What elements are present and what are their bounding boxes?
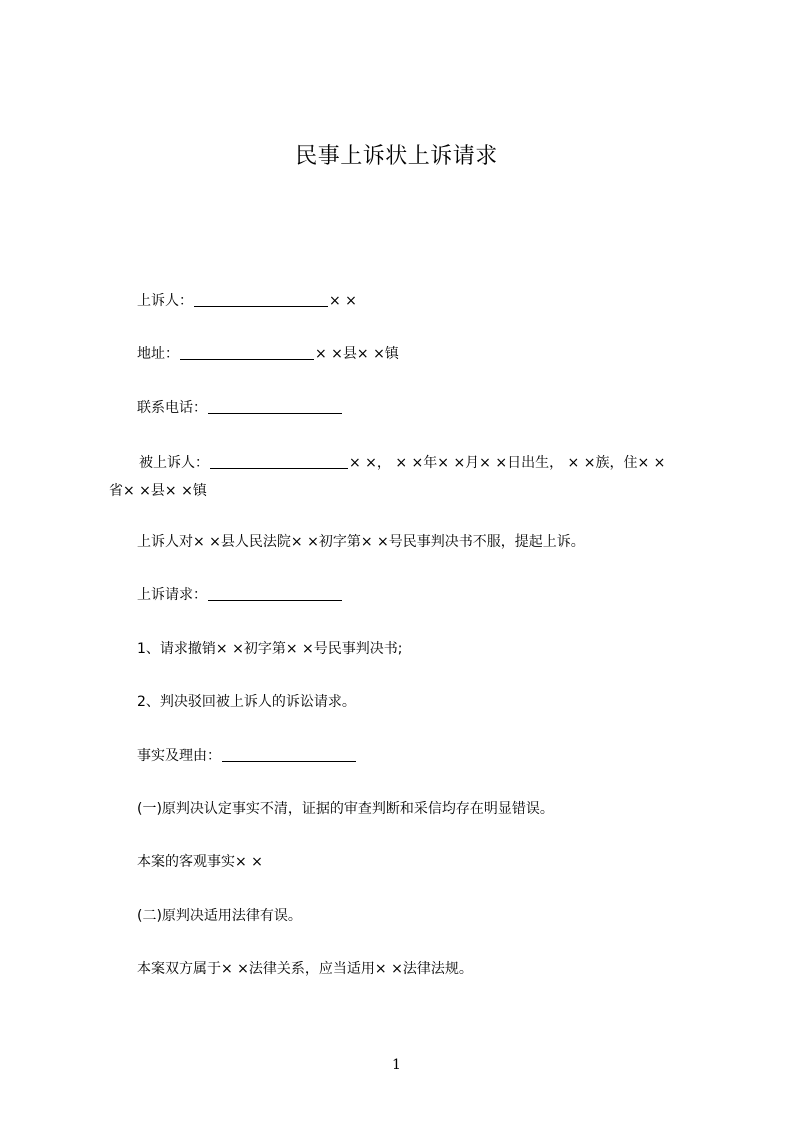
appellee-value: × ×， × ×年× ×月× ×日出生， × ×族，住× ×省× ×县× ×镇	[109, 455, 666, 499]
address-label: 地址：	[137, 346, 179, 362]
phone-label: 联系电话：	[137, 400, 207, 416]
address-value: × ×县× ×镇	[315, 346, 399, 362]
page-number: 1	[392, 1057, 401, 1073]
facts-blank	[222, 747, 356, 762]
appellant-label: 上诉人：	[137, 293, 193, 309]
requests-label: 上诉请求：	[137, 587, 207, 603]
appellant-value: × ×	[329, 293, 357, 309]
fact-point-1-detail: 本案的客观事实× ×	[137, 854, 263, 870]
appellant-blank	[194, 292, 328, 307]
request-item-2: 2、判决驳回被上诉人的诉讼请求。	[137, 694, 356, 710]
fact-point-2-detail: 本案双方属于× ×法律关系，应当适用× ×法律法规。	[137, 961, 473, 977]
request-item-1: 1、请求撤销× ×初字第× ×号民事判决书;	[137, 641, 403, 657]
address-line	[137, 341, 399, 367]
appellant-line	[137, 288, 357, 314]
fact-point-1: (一)原判决认定事实不清，证据的审查判断和采信均存在明显错误。	[137, 801, 554, 817]
facts-label: 事实及理由：	[137, 748, 221, 764]
phone-line	[137, 395, 343, 421]
requests-line	[137, 582, 343, 608]
requests-blank	[208, 586, 342, 601]
address-blank	[180, 345, 314, 360]
phone-blank	[208, 399, 342, 414]
appellee-line	[109, 449, 669, 505]
facts-line	[137, 743, 357, 769]
appellee-blank	[210, 454, 348, 469]
appeal-statement: 上诉人对× ×县人民法院× ×初字第× ×号民事判决书不服，提起上诉。	[137, 534, 585, 550]
appellee-label: 被上诉人：	[139, 455, 209, 471]
document-title: 民事上诉状上诉请求	[295, 144, 498, 169]
fact-point-2: (二)原判决适用法律有误。	[137, 908, 302, 924]
